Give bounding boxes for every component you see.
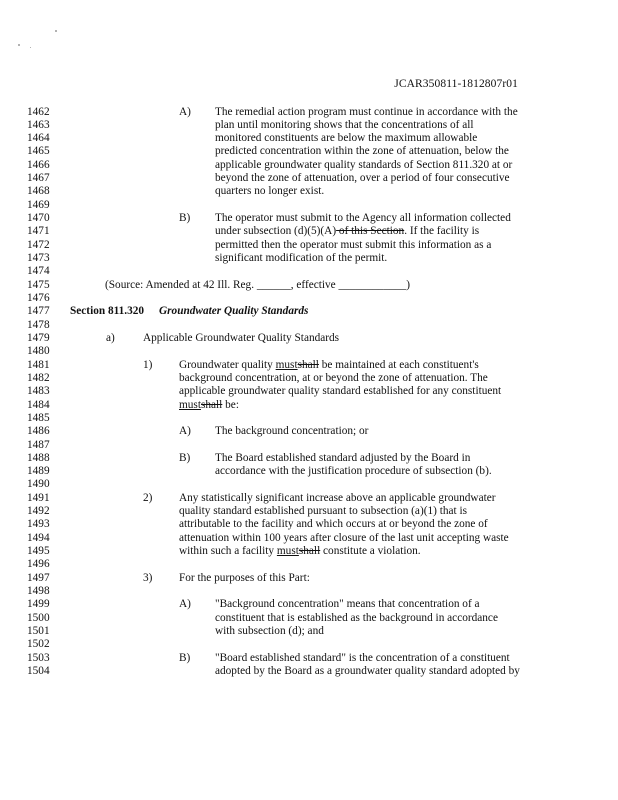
document-line — [0, 106, 618, 119]
line-number: 1488 — [27, 451, 50, 464]
text-run: Any statistically significant increase above an applicable groundwater — [179, 491, 496, 504]
text-run: constituent that is established as the background in accordance — [215, 611, 498, 624]
text-run: significant modification of the permit. — [215, 252, 388, 265]
text-run: attributable to the facility and which occurs at or beyond the zone of — [179, 518, 488, 531]
document-id-header: JCAR350811-1812807r01 — [394, 78, 518, 90]
line-number: 1493 — [27, 518, 50, 531]
paragraph-number — [143, 492, 152, 505]
text-run: Section 811.320 — [70, 305, 145, 318]
document-line — [0, 225, 618, 238]
text-run: The operator must submit to the Agency all information collected — [215, 212, 511, 225]
item-text — [215, 132, 477, 145]
text-run: 1) — [143, 358, 153, 371]
item-text — [215, 185, 324, 198]
text-run: 3) — [143, 571, 153, 584]
line-number: 1463 — [27, 118, 50, 131]
item-text — [215, 159, 512, 172]
line-number: 1468 — [27, 185, 50, 198]
document-line — [0, 372, 618, 385]
document-line — [0, 545, 618, 558]
document-line — [0, 119, 618, 132]
subsection-label — [106, 332, 115, 345]
line-number: 1489 — [27, 465, 50, 478]
inserted-text: must — [179, 398, 201, 411]
text-run: predicted concentration within the zone of attenuation, below the — [215, 145, 509, 158]
line-number: 1491 — [27, 491, 50, 504]
item-text — [215, 252, 387, 265]
line-number: 1494 — [27, 531, 50, 544]
line-number: 1466 — [27, 158, 50, 171]
document-line — [0, 585, 618, 598]
document-line — [0, 265, 618, 278]
section-number — [70, 305, 144, 318]
text-run: "Board established standard" is the concentration of a constituent — [215, 651, 510, 664]
text-run: Applicable Groundwater Quality Standards — [143, 331, 340, 344]
document-line — [0, 359, 618, 372]
item-label — [179, 212, 190, 225]
document-line — [0, 665, 618, 678]
text-run: accordance with the justification procedure of subsection (b). — [215, 465, 492, 478]
text-run: be: — [222, 398, 239, 411]
text-run: within such a facility — [179, 545, 277, 558]
source-note — [105, 279, 410, 292]
text-run: Groundwater quality — [179, 358, 276, 371]
line-number: 1480 — [27, 345, 50, 358]
document-line — [0, 185, 618, 198]
line-number: 1462 — [27, 105, 50, 118]
text-run: background concentration, at or beyond the zone of attenuation. The — [179, 371, 488, 384]
line-number: 1471 — [27, 225, 50, 238]
scan-speck — [30, 47, 31, 48]
document-line — [0, 505, 618, 518]
paragraph-text — [179, 399, 239, 412]
document-line — [0, 612, 618, 625]
document-line — [0, 652, 618, 665]
line-number: 1503 — [27, 651, 50, 664]
document-line — [0, 345, 618, 358]
item-label — [179, 452, 190, 465]
line-number: 1499 — [27, 598, 50, 611]
document-line — [0, 478, 618, 491]
text-run: The Board established standard adjusted by the Board in — [215, 451, 471, 464]
document-line — [0, 412, 618, 425]
line-number: 1470 — [27, 212, 50, 225]
document-line — [0, 638, 618, 651]
document-line — [0, 292, 618, 305]
line-number: 1501 — [27, 624, 50, 637]
line-number: 1482 — [27, 371, 50, 384]
document-line — [0, 159, 618, 172]
paragraph-text — [179, 572, 310, 585]
document-line — [0, 252, 618, 265]
inserted-text: must — [276, 545, 299, 558]
document-line — [0, 132, 618, 145]
line-number: 1469 — [27, 198, 50, 211]
line-number: 1492 — [27, 505, 50, 518]
text-run: permitted then the operator must submit this information as a — [215, 238, 492, 251]
item-label — [179, 425, 191, 438]
item-text — [215, 145, 509, 158]
document-line — [0, 518, 618, 531]
text-run: B) — [179, 212, 191, 225]
line-number: 1476 — [27, 291, 50, 304]
document-line — [0, 239, 618, 252]
line-number: 1474 — [27, 265, 50, 278]
line-number: 1481 — [27, 358, 50, 371]
line-number: 1465 — [27, 145, 50, 158]
line-number: 1477 — [27, 305, 50, 318]
text-run: quarters no longer exist. — [215, 185, 325, 198]
scan-speck — [55, 30, 57, 32]
item-text — [215, 212, 511, 225]
item-text — [215, 598, 480, 611]
text-run: "Background concentration" means that concentration of a — [215, 598, 480, 611]
document-line — [0, 572, 618, 585]
paragraph-number — [143, 572, 152, 585]
paragraph-text — [179, 545, 421, 558]
inserted-text: must — [275, 358, 298, 371]
document-line — [0, 425, 618, 438]
document-line — [0, 598, 618, 611]
section-title — [159, 305, 308, 318]
text-run: (Source: Amended at 42 Ill. Reg. ______, effective ____________) — [105, 278, 411, 291]
text-run: quality standard established pursuant to subsection (a)(1) that is — [179, 505, 468, 518]
line-number: 1467 — [27, 172, 50, 185]
text-run: The background concentration; or — [215, 425, 369, 438]
subsection-heading — [143, 332, 339, 345]
text-run: A) — [179, 425, 191, 438]
paragraph-text — [179, 385, 501, 398]
document-line — [0, 199, 618, 212]
paragraph-text — [179, 372, 488, 385]
paragraph-text — [179, 518, 488, 531]
line-number: 1487 — [27, 438, 50, 451]
document-line — [0, 532, 618, 545]
line-number: 1490 — [27, 478, 50, 491]
item-text — [215, 625, 324, 638]
text-run: with subsection (d); and — [215, 624, 324, 637]
paragraph-text — [179, 359, 479, 372]
line-number: 1475 — [27, 278, 50, 291]
item-text — [215, 106, 518, 119]
line-number: 1484 — [27, 398, 50, 411]
text-run: monitored constituents are below the maximum allowable — [215, 132, 478, 145]
document-line — [0, 558, 618, 571]
line-number: 1500 — [27, 611, 50, 624]
item-text — [215, 425, 368, 438]
line-number: 1483 — [27, 385, 50, 398]
text-run: The remedial action program must continue in accordance with the — [215, 105, 518, 118]
deleted-text: shall — [298, 545, 321, 558]
text-run: A) — [179, 105, 191, 118]
paragraph-number — [143, 359, 152, 372]
item-text — [215, 172, 510, 185]
line-number: 1479 — [27, 331, 50, 344]
item-text — [215, 652, 510, 665]
text-run: under subsection (d)(5)(A) — [215, 225, 337, 238]
document-line — [0, 452, 618, 465]
text-run: A) — [179, 598, 191, 611]
scan-speck — [18, 44, 20, 46]
document-line — [0, 172, 618, 185]
text-run: Groundwater Quality Standards — [159, 305, 309, 318]
line-number: 1464 — [27, 132, 50, 145]
text-run: adopted by the Board as a groundwater quality standard adopted by — [215, 664, 520, 677]
item-text — [215, 612, 498, 625]
line-number: 1504 — [27, 664, 50, 677]
line-number: 1485 — [27, 411, 50, 424]
document-line — [0, 465, 618, 478]
item-text — [215, 665, 520, 678]
text-run: B) — [179, 451, 191, 464]
document-line — [0, 332, 618, 345]
item-text — [215, 452, 470, 465]
text-run: . If the facility is — [404, 225, 480, 238]
line-number: 1472 — [27, 238, 50, 251]
document-line — [0, 492, 618, 505]
line-number: 1486 — [27, 425, 50, 438]
text-run: For the purposes of this Part: — [179, 571, 310, 584]
document-line — [0, 399, 618, 412]
document-line — [0, 279, 618, 292]
document-line — [0, 319, 618, 332]
paragraph-text — [179, 505, 467, 518]
deleted-text: of this Section — [336, 225, 405, 238]
paragraph-text — [179, 492, 496, 505]
paragraph-text — [179, 532, 509, 545]
item-label — [179, 106, 191, 119]
item-text — [215, 225, 479, 238]
text-run: be maintained at each constituent's — [318, 358, 479, 371]
document-line — [0, 212, 618, 225]
item-text — [215, 239, 491, 252]
line-number: 1496 — [27, 558, 50, 571]
text-run: B) — [179, 651, 191, 664]
text-run: applicable groundwater quality standard established for any constituent — [179, 385, 502, 398]
line-number: 1495 — [27, 545, 50, 558]
document-line — [0, 145, 618, 158]
item-text — [215, 119, 474, 132]
line-number: 1497 — [27, 571, 50, 584]
text-run: a) — [106, 331, 115, 344]
text-run: plan until monitoring shows that the concentrations of all — [215, 118, 474, 131]
line-number: 1498 — [27, 585, 50, 598]
text-run: attenuation within 100 years after closure of the last unit accepting waste — [179, 531, 509, 544]
document-line — [0, 385, 618, 398]
item-text — [215, 465, 492, 478]
text-run: beyond the zone of attenuation, over a period of four consecutive — [215, 172, 510, 185]
item-label — [179, 598, 191, 611]
text-run: constitute a violation. — [320, 545, 421, 558]
line-number: 1473 — [27, 252, 50, 265]
text-run: applicable groundwater quality standards of Section 811.320 at or — [215, 158, 513, 171]
item-label — [179, 652, 190, 665]
line-number: 1478 — [27, 318, 50, 331]
deleted-text: shall — [200, 398, 223, 411]
document-line — [0, 625, 618, 638]
deleted-text: shall — [297, 358, 319, 371]
document-line — [0, 305, 618, 318]
line-number: 1502 — [27, 638, 50, 651]
text-run: 2) — [143, 491, 153, 504]
document-line — [0, 439, 618, 452]
